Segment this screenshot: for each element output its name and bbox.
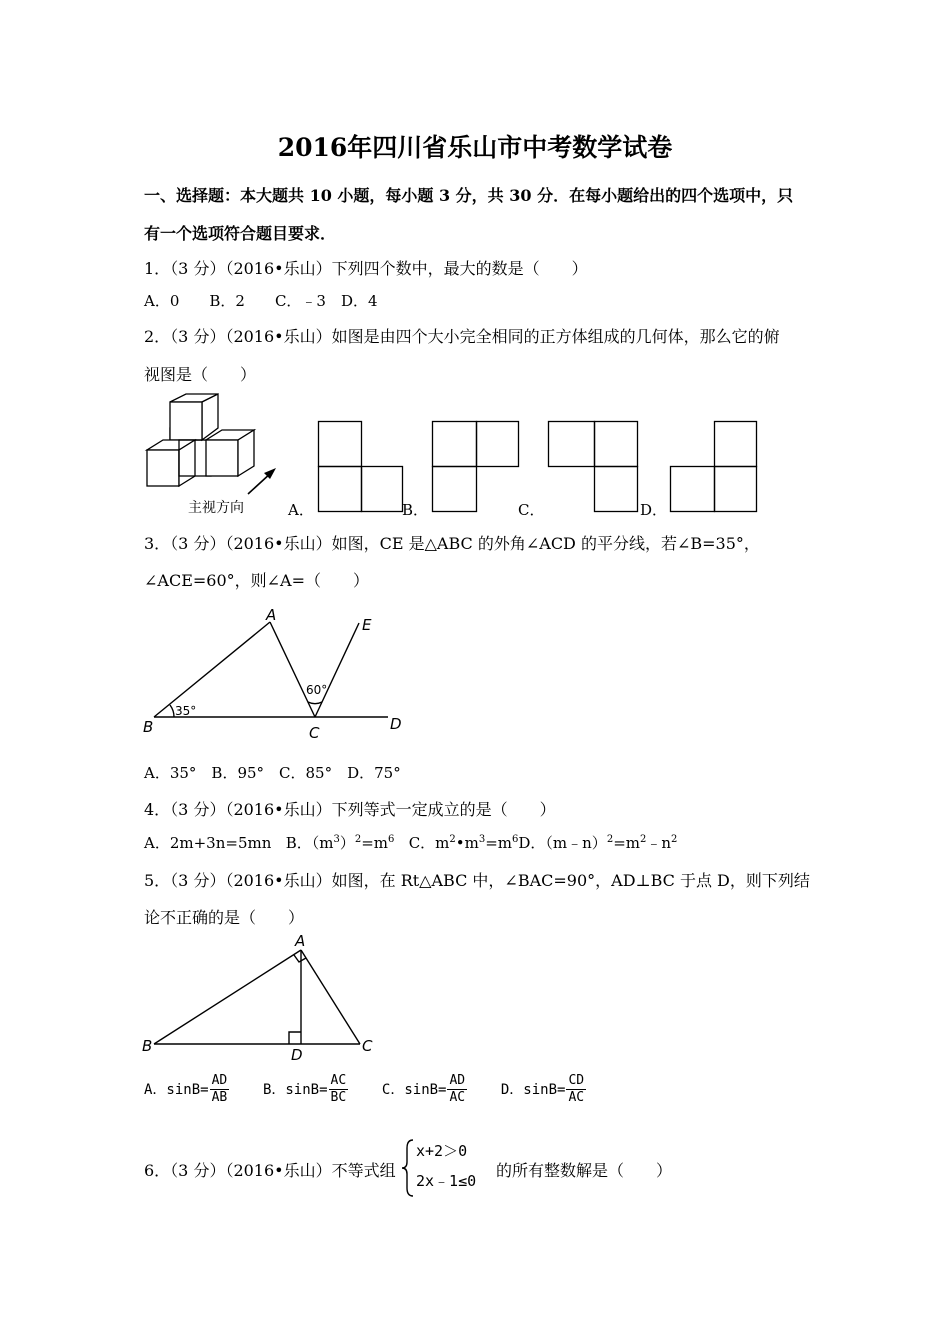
q5-option-b: B．sinB= $\frac{AC}{BC}$ [262, 1073, 347, 1105]
q2-stem-line1: 2．（3 分）（2016•乐山）如图是由四个大小完全相同的正方体组成的几何体，那么它的俯 [144, 327, 780, 346]
q2-option-d: D． [640, 501, 668, 519]
q3-options: A．35° B．95° C．85° D．75° [144, 764, 401, 782]
q5-label-c: C [362, 1037, 373, 1055]
q3-stem-line1: 3．（3 分）（2016•乐山）如图，CE 是△ABC 的外角∠ACD 的平分线，若∠B=35°， [144, 534, 760, 553]
section-heading-line2: 有一个选项符合题目要求． [144, 224, 337, 243]
q6-stem-post: 的所有整数解是（ ） [496, 1161, 673, 1180]
q5-option-d: D．sinB= $\frac{CD}{AC}$ [500, 1073, 585, 1105]
q5-label-d: D [291, 1046, 303, 1064]
q4-stem: 4．（3 分）（2016•乐山）下列等式一定成立的是（ ） [144, 800, 556, 819]
q2-option-c: C． [518, 501, 545, 519]
q3-angle-c: 60° [306, 683, 328, 697]
q5-label-a: A [295, 932, 306, 950]
q3-label-a: A [266, 606, 277, 624]
q5-option-c: C．sinB= $\frac{AD}{AC}$ [381, 1073, 466, 1105]
q2-option-a-shape [317, 420, 405, 514]
q1-stem: 1．（3 分）（2016•乐山）下列四个数中，最大的数是（ ） [144, 259, 588, 278]
q3-angle-b: 35° [175, 704, 197, 718]
q3-triangle-figure [138, 602, 410, 744]
q5-label-b: B [142, 1037, 153, 1055]
q6-inequality-1: x+2＞0 [416, 1142, 468, 1160]
q5-options [144, 1074, 586, 1105]
q2-option-b-shape [431, 420, 521, 514]
q3-label-e: E [362, 616, 372, 634]
section-heading-line1: 一、选择题：本大题共 10 小题，每小题 3 分，共 30 分．在每小题给出的四个选项中，只 [144, 186, 794, 205]
q5-right-triangle-figure [138, 930, 378, 1064]
q1-options: A．0 B．2 C．﹣3 D．4 [144, 292, 378, 310]
q2-option-b: B． [402, 501, 429, 519]
q3-stem-line2: ∠ACE=60°，则∠A=（ ） [144, 571, 370, 590]
q4-option-d: D．$(m﹣n)^2=m^2﹣n^2$ [518, 834, 678, 852]
q6-inequality-2: 2x﹣1≤0 [416, 1172, 477, 1190]
q5-option-a: A．sinB= $\frac{AD}{AB}$ [144, 1073, 228, 1105]
q6-stem-pre: 6．（3 分）（2016•乐山）不等式组 [144, 1161, 396, 1180]
q4-option-c: C．$m^2•m^3=m^6$ [408, 834, 519, 852]
q2-option-a: A． [288, 501, 314, 519]
q3-label-b: B [143, 718, 154, 736]
q4-options [144, 832, 677, 853]
page-title: 2016年四川省乐山市中考数学试卷 [277, 133, 673, 162]
q2-option-c-shape [547, 420, 640, 514]
q4-option-b: B．$(m^3)^2=m^6$ [285, 834, 395, 852]
q2-cube-figure [140, 390, 280, 520]
q3-label-c: C [309, 724, 320, 742]
q4-option-a: A．2m+3n=5mn [144, 834, 272, 852]
q6-system-brace [401, 1138, 415, 1198]
q5-stem-line2: 论不正确的是（ ） [144, 908, 305, 927]
q5-stem-line1: 5．（3 分）（2016•乐山）如图，在 Rt△ABC 中，∠BAC=90°，AD⊥BC 于点 D，则下列结 [144, 871, 810, 890]
q3-label-d: D [390, 715, 402, 733]
q2-view-direction-caption: 主视方向 [188, 500, 244, 516]
q2-option-d-shape [669, 420, 759, 514]
q2-stem-line2: 视图是（ ） [144, 365, 257, 384]
